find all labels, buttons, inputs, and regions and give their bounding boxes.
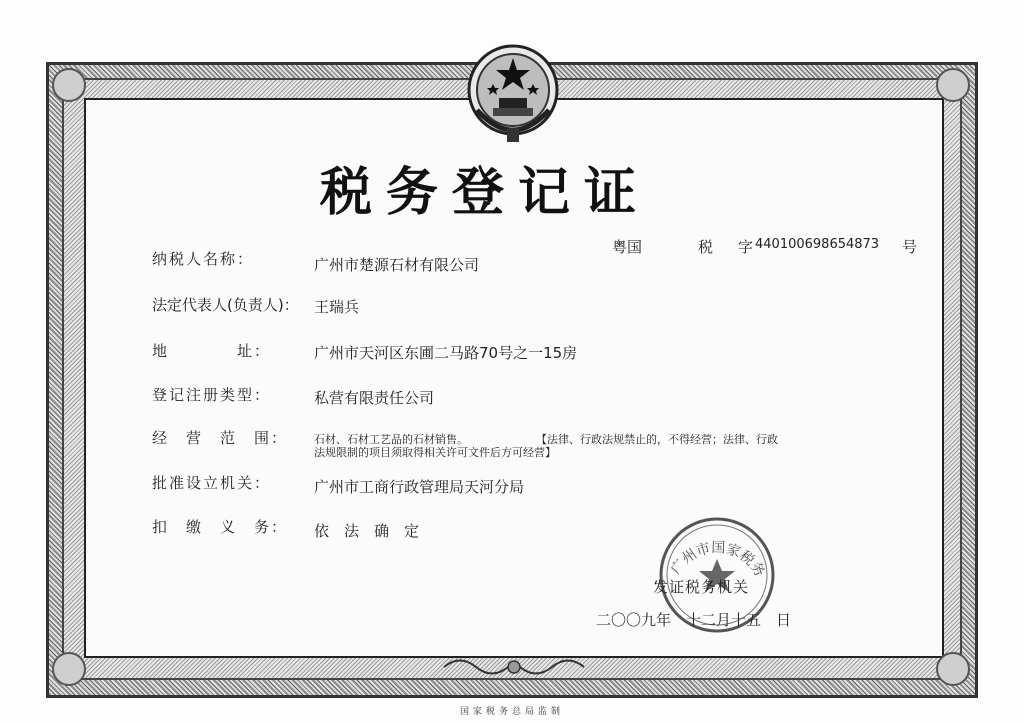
serial-hao: 号: [902, 238, 918, 256]
taxpayer-name-label: 纳税人名称：: [152, 250, 255, 268]
withholding-obligation-value: 依 法 确 定: [314, 522, 420, 540]
serial-number-line: [612, 236, 932, 256]
serial-prefix: 粤国: [612, 238, 643, 256]
business-scope-line1: 石材、石材工艺品的石材销售。: [314, 433, 468, 446]
registration-type-label: 登记注册类型：: [152, 386, 272, 404]
legal-representative-label: 法定代表人(负责人)：: [152, 296, 299, 314]
serial-zi: 字: [738, 238, 754, 256]
seal-text: 广州市国家税务: [668, 539, 768, 580]
corner-ornament-bottom-right: [936, 652, 970, 686]
business-scope-line1-right: 【法律、行政法规禁止的，不得经营；法律、行政: [536, 433, 778, 446]
registration-type-value: 私营有限责任公司: [314, 389, 435, 407]
legal-representative-value: 王瑞兵: [314, 298, 360, 316]
issue-date: 二〇〇九年 十二月十五 日: [596, 611, 792, 629]
corner-ornament-top-right: [936, 68, 970, 102]
certificate-title: 税务登记证: [320, 162, 651, 223]
issuing-tax-authority: 发证税务机关: [653, 578, 750, 596]
national-emblem-icon: [463, 40, 563, 150]
business-scope-line2: 法规限制的项目须取得相关许可文件后方可经营】: [314, 446, 556, 459]
address-value: 广州市天河区东圃二马路70号之一15房: [314, 344, 578, 362]
approving-authority-label: 批准设立机关：: [152, 474, 272, 492]
business-scope-label: 经 营 范 围：: [152, 429, 289, 447]
address-label: 地 址：: [152, 342, 272, 360]
corner-ornament-top-left: [52, 68, 86, 102]
approving-authority-value: 广州市工商行政管理局天河分局: [314, 478, 525, 496]
taxpayer-name-value: 广州市楚源石材有限公司: [314, 256, 480, 274]
withholding-obligation-label: 扣 缴 义 务：: [152, 518, 289, 536]
corner-ornament-bottom-left: [52, 652, 86, 686]
serial-tax-char: 税: [698, 238, 714, 256]
bottom-ornament-icon: [440, 654, 588, 680]
footer-supervisor-note: 国家税务总局监制: [459, 707, 564, 717]
serial-number: 440100698654873: [755, 237, 880, 252]
